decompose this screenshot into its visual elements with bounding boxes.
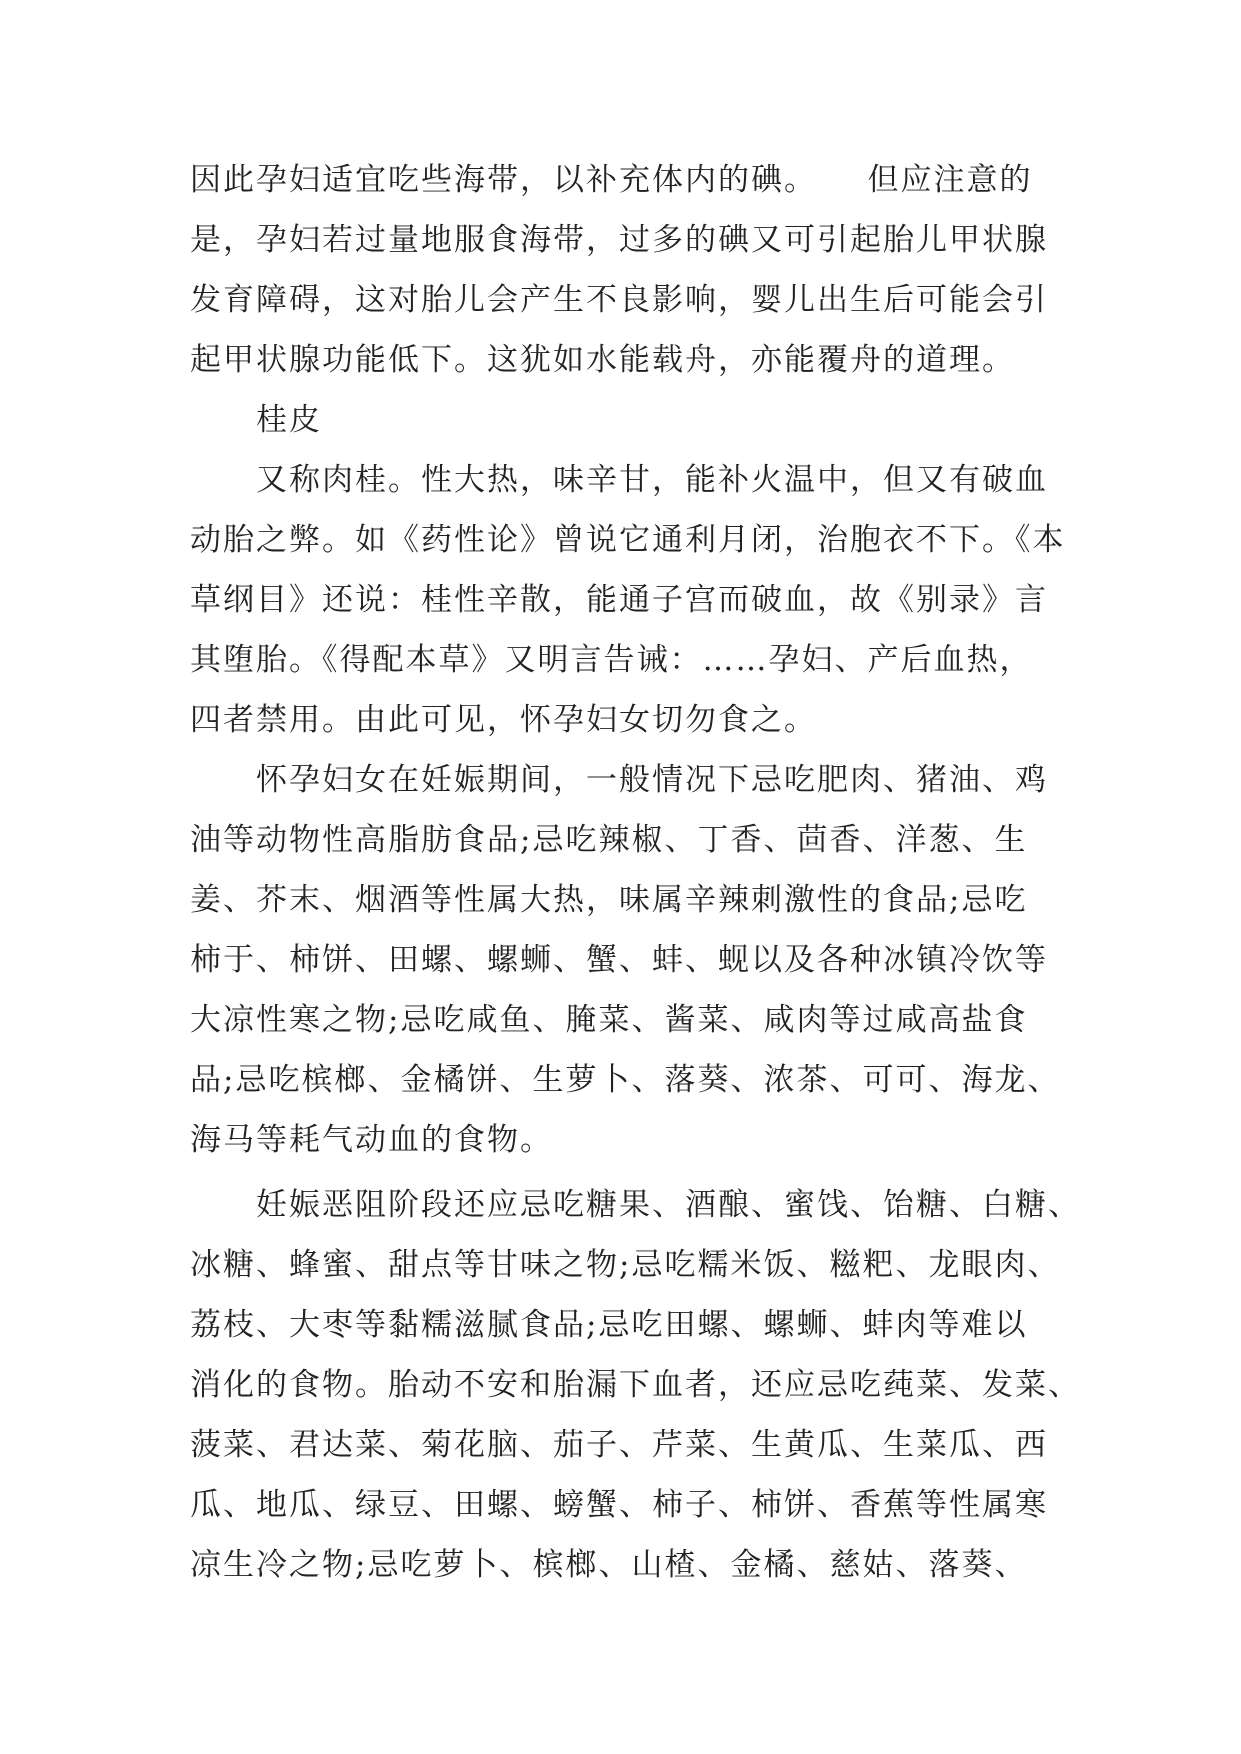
text-line: 发育障碍，这对胎儿会产生不良影响，婴儿出生后可能会引 [190, 282, 1048, 318]
text-line: 品;忌吃槟榔、金橘饼、生萝卜、落葵、浓茶、可可、海龙、 [190, 1062, 1061, 1098]
text-line: 起甲状腺功能低下。这犹如水能载舟，亦能覆舟的道理。 [190, 342, 1015, 378]
text-line: 荔枝、大枣等黏糯滋腻食品;忌吃田螺、螺蛳、蚌肉等难以 [190, 1307, 1028, 1343]
text-line: 妊娠恶阻阶段还应忌吃糖果、酒酿、蜜饯、饴糖、白糖、 [190, 1187, 1081, 1223]
text-line: 是，孕妇若过量地服食海带，过多的碘又可引起胎儿甲状腺 [190, 222, 1048, 258]
text-line: 怀孕妇女在妊娠期间，一般情况下忌吃肥肉、猪油、鸡 [190, 762, 1048, 798]
text-line: 菠菜、君达菜、菊花脑、茄子、芹菜、生黄瓜、生菜瓜、西 [190, 1427, 1048, 1463]
text-line: 消化的食物。胎动不安和胎漏下血者，还应忌吃莼菜、发菜、 [190, 1367, 1081, 1403]
text-line: 凉生冷之物;忌吃萝卜、槟榔、山楂、金橘、慈姑、落葵、 [190, 1547, 1028, 1583]
text-line: 大凉性寒之物;忌吃咸鱼、腌菜、酱菜、咸肉等过咸高盐食 [190, 1002, 1028, 1038]
text-line: 瓜、地瓜、绿豆、田螺、螃蟹、柿子、柿饼、香蕉等性属寒 [190, 1487, 1048, 1523]
text-line: 动胎之弊。如《药性论》曾说它通利月闭，治胞衣不下。《本 [190, 522, 1066, 558]
text-line: 四者禁用。由此可见，怀孕妇女切勿食之。 [190, 702, 817, 738]
section-heading: 桂皮 [190, 402, 322, 438]
text-line: 因此孕妇适宜吃些海带，以补充体内的碘。 但应注意的 [190, 162, 1033, 198]
text-line: 海马等耗气动血的食物。 [190, 1122, 553, 1158]
text-line: 姜、芥末、烟酒等性属大热，味属辛辣刺激性的食品;忌吃 [190, 882, 1028, 918]
text-line: 其堕胎。《得配本草》又明言告诫：……孕妇、产后血热， [190, 642, 1033, 678]
text-line: 又称肉桂。性大热，味辛甘，能补火温中，但又有破血 [190, 462, 1048, 498]
text-line: 油等动物性高脂肪食品;忌吃辣椒、丁香、茴香、洋葱、生 [190, 822, 1028, 858]
text-line: 冰糖、蜂蜜、甜点等甘味之物;忌吃糯米饭、糍粑、龙眼肉、 [190, 1247, 1061, 1283]
text-line: 柿于、柿饼、田螺、螺蛳、蟹、蚌、蚬以及各种冰镇冷饮等 [190, 942, 1048, 978]
text-line: 草纲目》还说：桂性辛散，能通子宫而破血，故《别录》言 [190, 582, 1048, 618]
